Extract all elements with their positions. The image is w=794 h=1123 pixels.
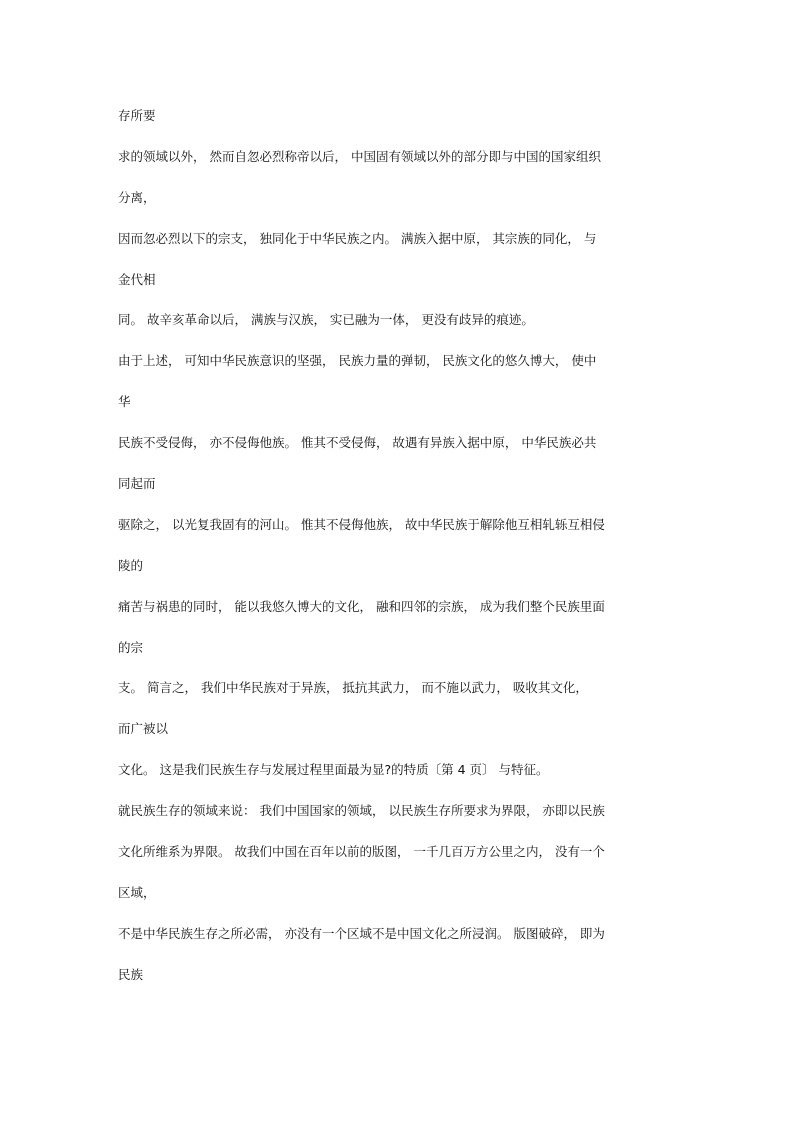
- text-line: 文化所维系为界限。 故我们中国在百年以前的版图， 一千几百万方公里之内， 没有一个: [118, 844, 605, 860]
- text-line: 的宗: [118, 639, 144, 655]
- text-line: 文化。 这是我们民族生存与发展过程里面最为显?的特质〔第 4 页〕 与特征。: [118, 762, 549, 778]
- text-line: 华: [118, 394, 131, 410]
- text-line: 求的领域以外， 然而自忽必烈称帝以后， 中国固有领域以外的部分即与中国的国家组织: [118, 148, 601, 164]
- text-line: 痛苦与祸患的同时， 能以我悠久博大的文化， 融和四邻的宗族， 成为我们整个民族里面: [118, 598, 605, 614]
- text-line: 因而忽必烈以下的宗支， 独同化于中华民族之内。 满族入据中原， 其宗族的同化， 与: [118, 230, 597, 246]
- text-line: 分离，: [118, 189, 156, 205]
- text-line: 同起而: [118, 476, 156, 492]
- text-line: 同。 故辛亥革命以后， 满族与汉族， 实已融为一体， 更没有歧异的痕迹。: [118, 312, 534, 328]
- text-line: 由于上述， 可知中华民族意识的坚强， 民族力量的弹韧， 民族文化的悠久博大， 使中: [118, 353, 597, 369]
- text-line: 民族不受侵侮， 亦不侵侮他族。 惟其不受侵侮， 故遇有异族入据中原， 中华民族必共: [118, 435, 597, 451]
- text-line: 金代相: [118, 271, 156, 287]
- text-line: 陵的: [118, 557, 144, 573]
- text-line: 存所要: [118, 108, 156, 123]
- body-text: [118, 104, 678, 1004]
- text-line: 而广被以: [118, 721, 169, 737]
- text-line: 支。 简言之， 我们中华民族对于异族， 抵抗其武力， 而不施以武力， 吸收其文化，: [118, 680, 588, 696]
- text-line: 不是中华民族生存之所必需， 亦没有一个区域不是中国文化之所浸润。 版图破碎， 即为: [118, 925, 605, 941]
- text-line: 驱除之， 以光复我固有的河山。 惟其不侵侮他族， 故中华民族于解除他互相轧轹互相侵: [118, 516, 605, 532]
- text-line: 民族: [118, 966, 144, 982]
- text-line: 就民族生存的领域来说： 我们中国国家的领域， 以民族生存所要求为界限， 亦即以民族: [118, 803, 605, 819]
- text-line: 区域，: [118, 884, 156, 900]
